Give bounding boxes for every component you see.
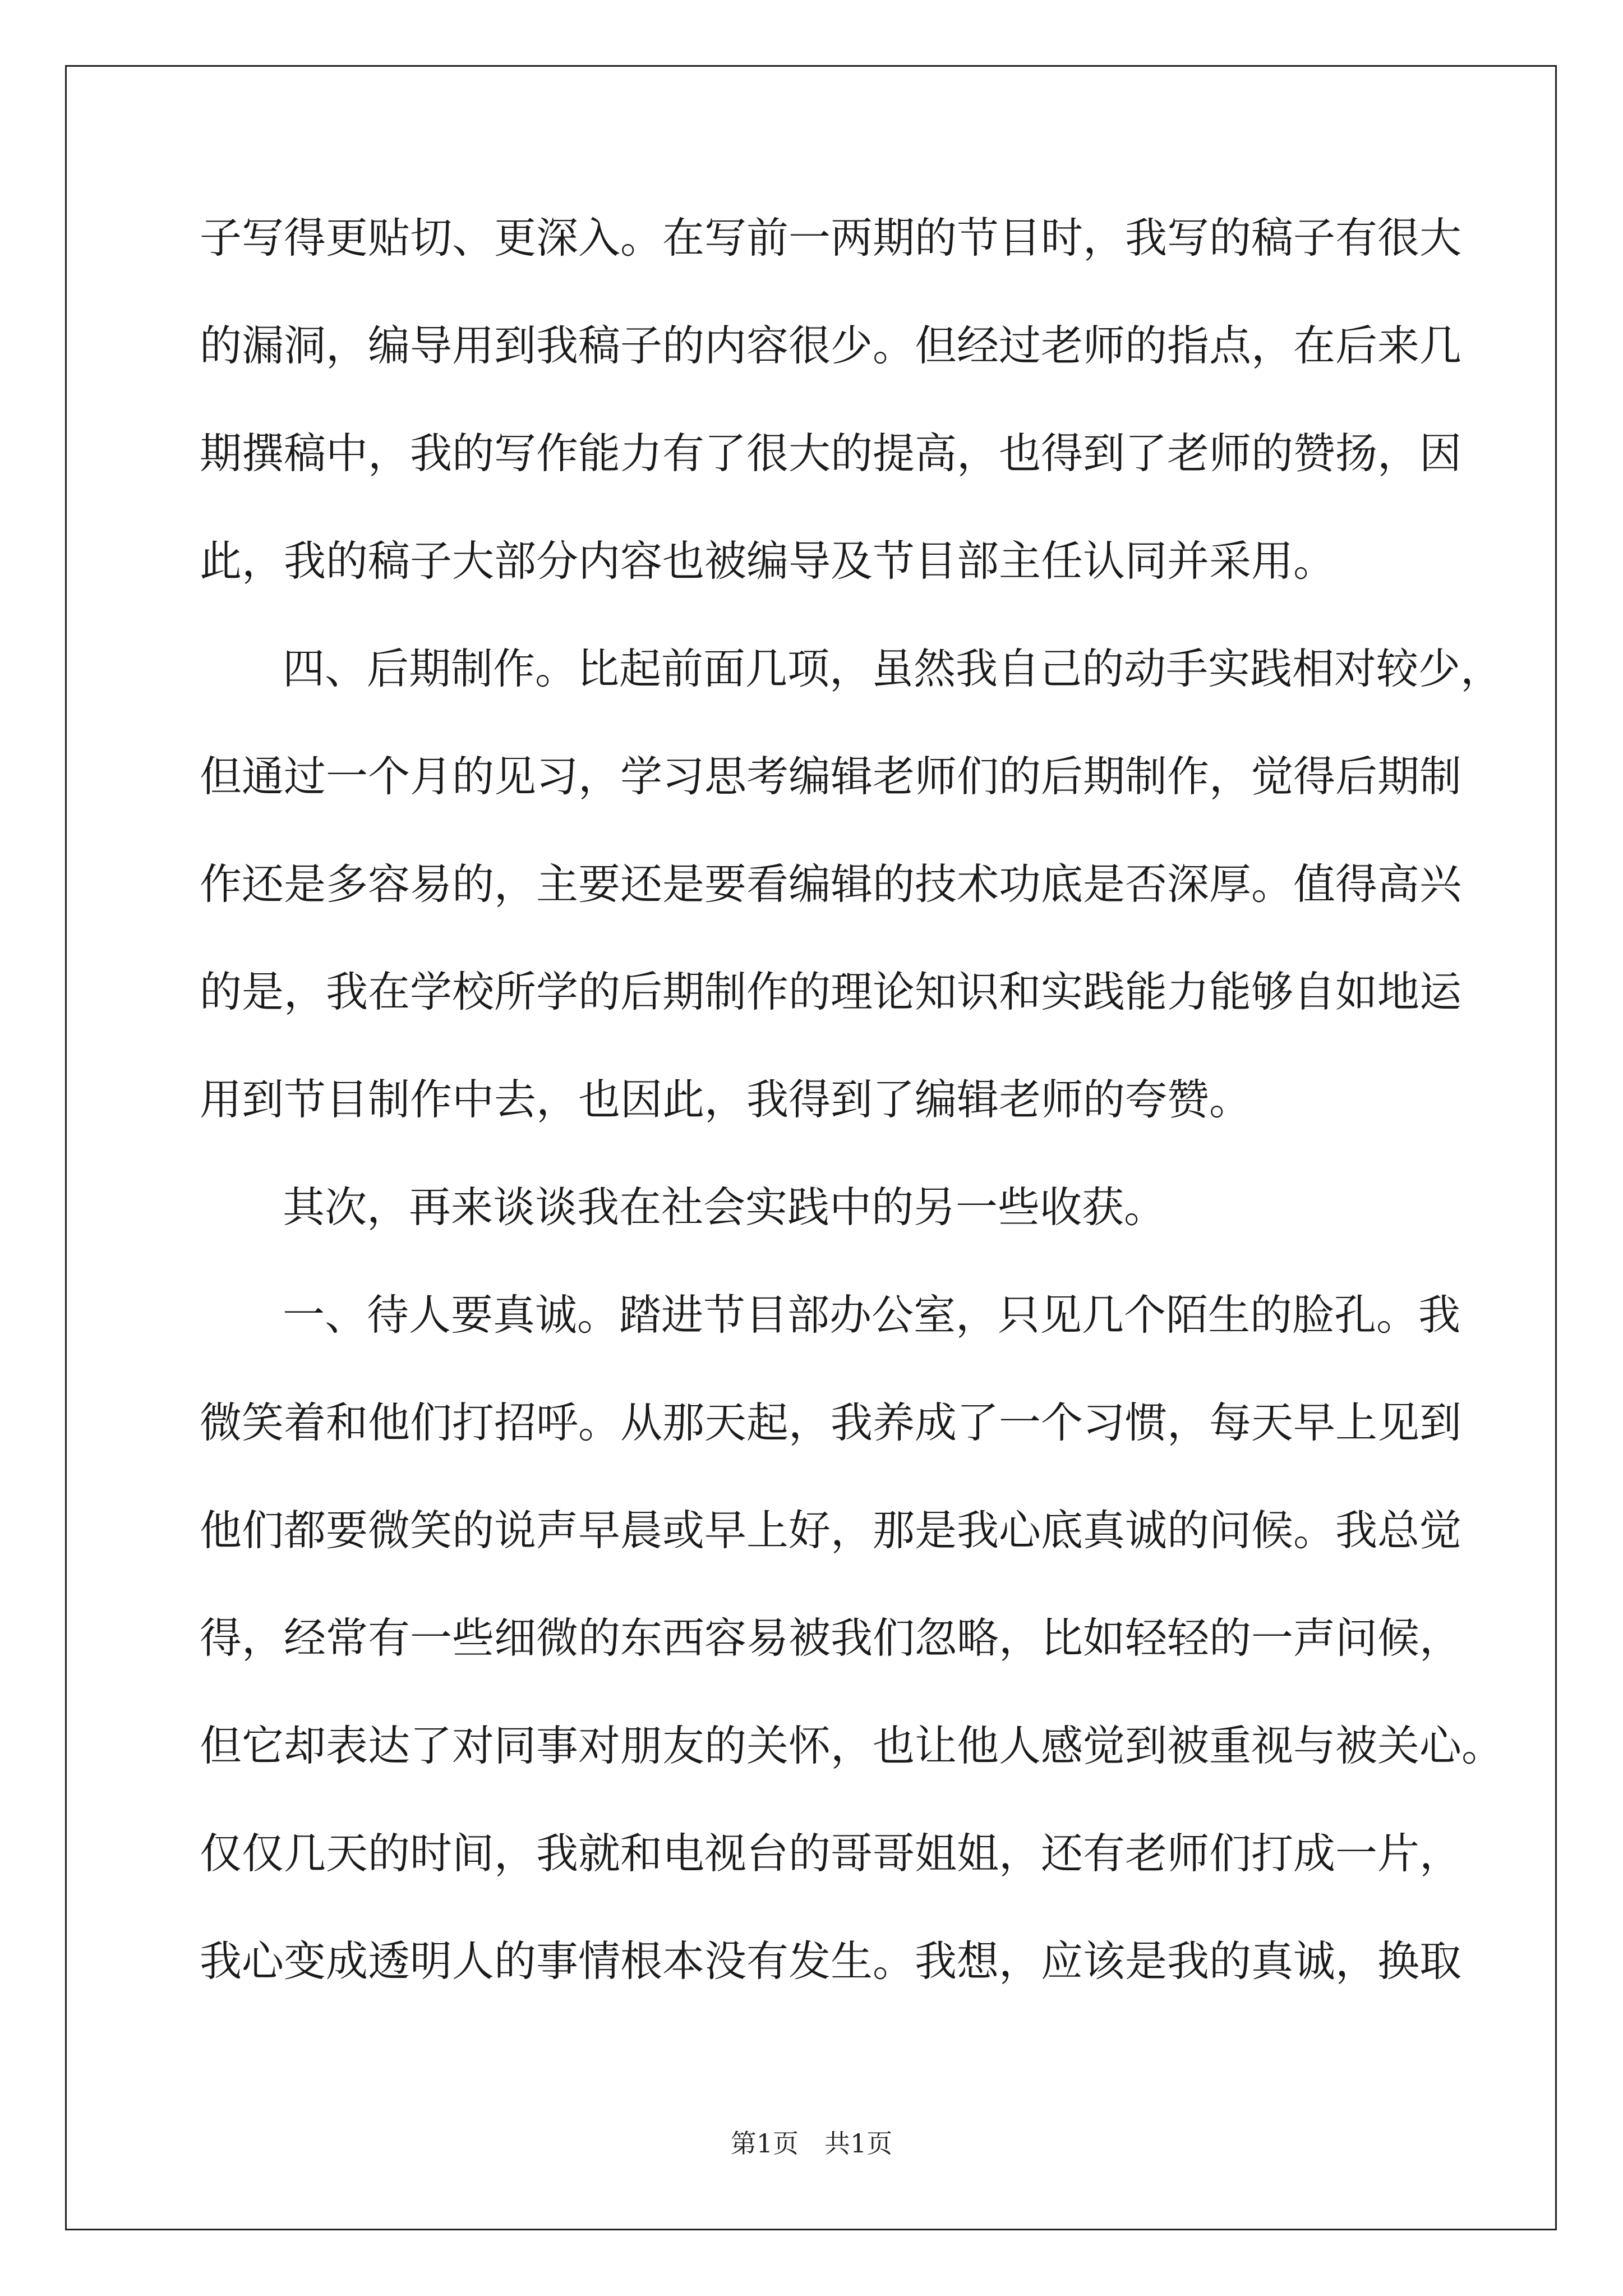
text-line: 但它却表达了对同事对朋友的关怀，也让他人感觉到被重视与被关心。 bbox=[200, 1721, 1504, 1770]
text-line: 但通过一个月的见习，学习思考编辑老师们的后期制作，觉得后期制 bbox=[200, 752, 1462, 801]
text-line: 我心变成透明人的事情根本没有发生。我想，应该是我的真诚，换取 bbox=[200, 1936, 1462, 1986]
text-line: 的是，我在学校所学的后期制作的理论知识和实践能力能够自如地运 bbox=[200, 967, 1462, 1016]
paragraph-first-line: 其次，再来谈谈我在社会实践中的另一些收获。 bbox=[283, 1182, 1166, 1232]
text-line: 微笑着和他们打招呼。从那天起，我养成了一个习惯，每天早上见到 bbox=[200, 1398, 1462, 1447]
paragraph-first-line: 四、后期制作。比起前面几项，虽然我自己的动手实践相对较少， bbox=[283, 644, 1503, 693]
text-line: 子写得更贴切、更深入。在写前一两期的节目时，我写的稿子有很大 bbox=[200, 213, 1462, 263]
document-body bbox=[200, 206, 1504, 2037]
text-line: 他们都要微笑的说声早晨或早上好，那是我心底真诚的问候。我总觉 bbox=[200, 1506, 1462, 1555]
paragraph-first-line: 一、待人要真诚。踏进节目部办公室，只见几个陌生的脸孔。我 bbox=[283, 1290, 1461, 1340]
text-line: 此，我的稿子大部分内容也被编导及节目部主任认同并采用。 bbox=[200, 536, 1336, 586]
text-line: 仅仅几天的时间，我就和电视台的哥哥姐姐，还有老师们打成一片， bbox=[200, 1829, 1462, 1878]
text-line: 的漏洞，编导用到我稿子的内容很少。但经过老师的指点，在后来几 bbox=[200, 321, 1462, 370]
text-line: 期撰稿中，我的写作能力有了很大的提高，也得到了老师的赞扬，因 bbox=[200, 429, 1462, 478]
text-line: 得，经常有一些细微的东西容易被我们忽略，比如轻轻的一声问候， bbox=[200, 1613, 1462, 1663]
text-line: 作还是多容易的，主要还是要看编辑的技术功底是否深厚。值得高兴 bbox=[200, 859, 1462, 909]
text-line: 用到节目制作中去，也因此，我得到了编辑老师的夸赞。 bbox=[200, 1075, 1252, 1124]
page-number-footer: 第1页 共1页 bbox=[730, 2128, 893, 2159]
